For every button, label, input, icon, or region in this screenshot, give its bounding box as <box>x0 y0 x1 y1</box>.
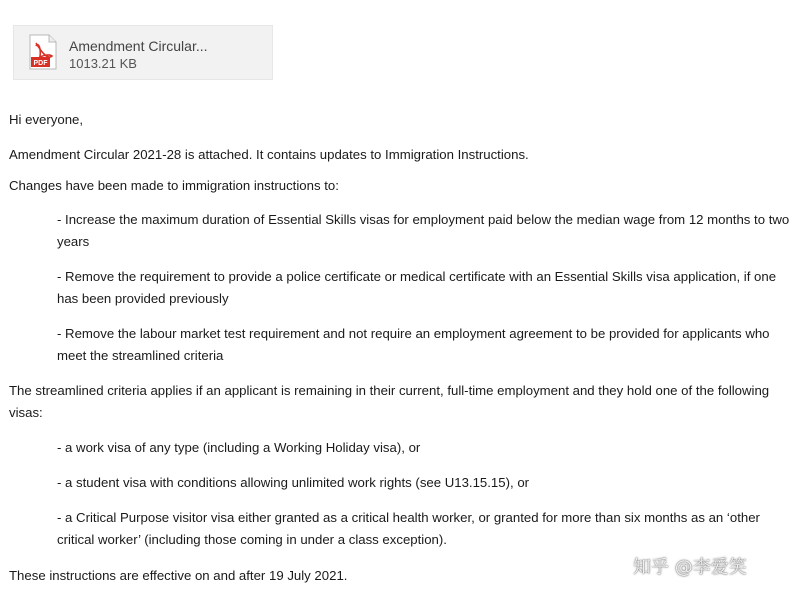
change-item: - Remove the requirement to provide a police certificate or medical certificate with an Essential Skills visa application, if one has been provided previously <box>57 269 777 306</box>
attachment-size: 1013.21 KB <box>69 56 137 71</box>
watermark: 知乎 @李爱笑 <box>633 557 747 578</box>
change-item: - Increase the maximum duration of Essential Skills visas for employment paid below the median wage from 12 months to two years <box>57 212 790 249</box>
pdf-label: PDF <box>33 60 48 67</box>
greeting: Hi everyone, <box>9 112 84 127</box>
paragraph-attachment-intro: Amendment Circular 2021-28 is attached. It contains updates to Immigration Instructions. <box>9 147 529 162</box>
paragraph-effective-date: These instructions are effective on and after 19 July 2021. <box>9 568 348 583</box>
paragraph-changes-intro: Changes have been made to immigration instructions to: <box>9 178 339 193</box>
visa-item: - a student visa with conditions allowing unlimited work rights (see U13.15.15), or <box>57 475 530 490</box>
pdf-file-icon <box>28 34 58 70</box>
attachment-card[interactable] <box>13 25 273 80</box>
attachment-name[interactable]: Amendment Circular... <box>69 38 208 54</box>
change-item: - Remove the labour market test requirement and not require an employment agreement to be provided for applicants who meet the streamlined criteria <box>57 326 770 363</box>
visa-item: - a Critical Purpose visitor visa either granted as a critical health worker, or granted for more than six months as an ‘other critical worker’ (including those coming in under a class exception). <box>57 510 760 547</box>
visa-item: - a work visa of any type (including a Working Holiday visa), or <box>57 440 421 455</box>
paragraph-streamlined-criteria: The streamlined criteria applies if an applicant is remaining in their current, full-time employment and they hold one of the following visas: <box>9 383 770 420</box>
